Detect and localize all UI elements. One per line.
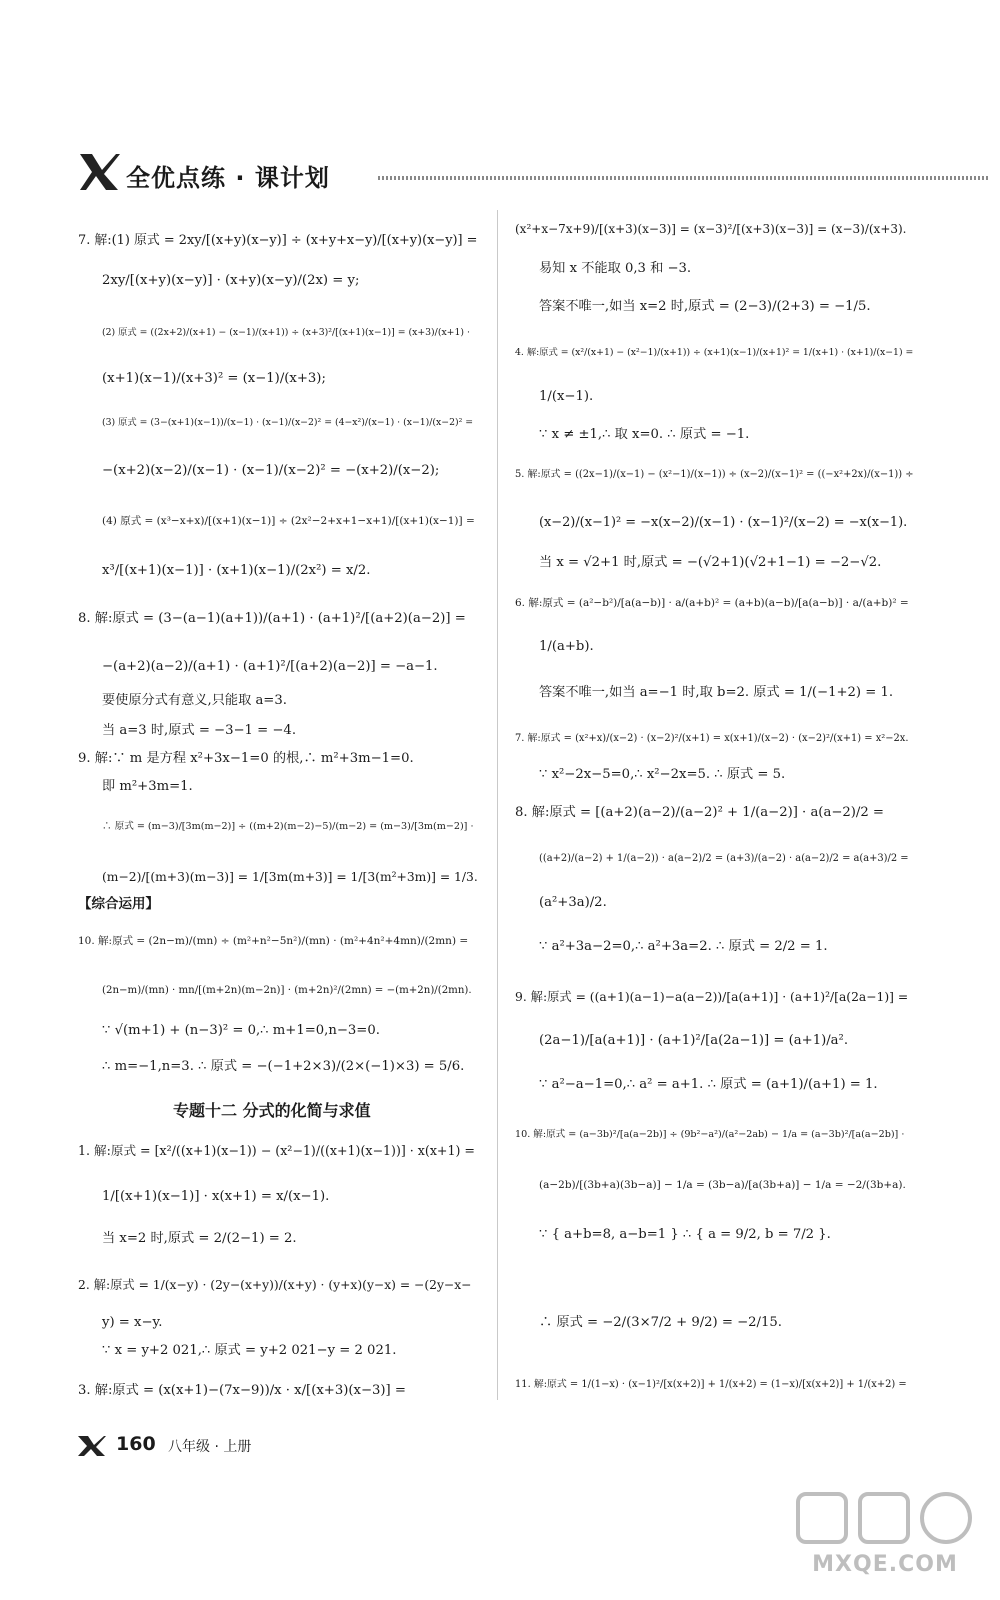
solution-line: (m−2)/[(m+3)(m−3)] = 1/[3m(m+3)] = 1/[3(m²+3m)] = 1/3.: [102, 870, 478, 884]
solution-line: 1/(x−1).: [539, 389, 594, 404]
solution-line: 当 a=3 时,原式 = −3−1 = −4.: [102, 723, 297, 738]
page-footer: [78, 1432, 478, 1460]
page-header: [78, 150, 990, 194]
watermark-logo-icon: [796, 1490, 976, 1548]
solution-line: 易知 x 不能取 0,3 和 −3.: [539, 261, 692, 276]
watermark: [790, 1490, 980, 1590]
solution-line: 7. 解:原式 = (x²+x)/(x−2) · (x−2)²/(x+1) = x(x+1)/(x−2) · (x−2)²/(x+1) = x²−2x.: [515, 733, 909, 744]
column-divider: [497, 210, 498, 1400]
solution-line: 6. 解:原式 = (a²−b²)/[a(a−b)] · a/(a+b)² = (a+b)(a−b)/[a(a−b)] · a/(a+b)² =: [515, 597, 909, 609]
solution-line: ∵ x ≠ ±1,∴ 取 x=0. ∴ 原式 = −1.: [539, 427, 750, 442]
footer-logo-icon: [78, 1434, 106, 1456]
page-number: 160: [116, 1433, 156, 1455]
solution-line: 答案不唯一,如当 a=−1 时,取 b=2. 原式 = 1/(−1+2) = 1.: [539, 685, 894, 700]
section-title: 专题十二 分式的化简与求值: [173, 1101, 371, 1120]
footer-grade: 八年级 · 上册: [168, 1439, 252, 1455]
solution-line: (x²+x−7x+9)/[(x+3)(x−3)] = (x−3)²/[(x+3)(x−3)] = (x−3)/(x+3).: [515, 222, 907, 236]
solution-line: (3) 原式 = (3−(x+1)(x−1))/(x−1) · (x−1)/(x−2)² = (4−x²)/(x−1) · (x−1)/(x−2)² =: [102, 417, 474, 428]
solution-line: 即 m²+3m=1.: [102, 779, 193, 794]
solution-line: 11. 解:原式 = 1/(1−x) · (x−1)²/[x(x+2)] + 1/(x+2) = (1−x)/[x(x+2)] + 1/(x+2) =: [515, 1379, 907, 1390]
solution-line: ∵ a²−a−1=0,∴ a² = a+1. ∴ 原式 = (a+1)/(a+1) = 1.: [539, 1077, 878, 1092]
solution-line: 4. 解:原式 = (x²/(x+1) − (x²−1)/(x+1)) ÷ (x+1)(x−1)/(x+1)² = 1/(x+1) · (x+1)/(x−1) =: [515, 347, 914, 358]
solution-line: 要使原分式有意义,只能取 a=3.: [102, 693, 287, 708]
solution-line: 8. 解:原式 = [(a+2)(a−2)/(a−2)² + 1/(a−2)] · a(a−2)/2 =: [515, 805, 884, 820]
solution-line: 9. 解:原式 = ((a+1)(a−1)−a(a−2))/[a(a+1)] · (a+1)²/[a(2a−1)] =: [515, 990, 909, 1004]
solution-line: ∵ { a+b=8, a−b=1 } ∴ { a = 9/2, b = 7/2 }.: [539, 1227, 831, 1242]
solution-line: ∵ x = y+2 021,∴ 原式 = y+2 021−y = 2 021.: [102, 1343, 397, 1358]
solution-line: 2xy/[(x+y)(x−y)] · (x+y)(x−y)/(2x) = y;: [102, 273, 360, 288]
solution-line: (4) 原式 = (x³−x+x)/[(x+1)(x−1)] ÷ (2x²−2+x+1−x+1)/[(x+1)(x−1)] =: [102, 515, 475, 527]
solution-line: 1/(a+b).: [539, 639, 594, 654]
solution-line: 当 x = √2+1 时,原式 = −(√2+1)(√2+1−1) = −2−√2.: [539, 555, 882, 570]
solution-line: x³/[(x+1)(x−1)] · (x+1)(x−1)/(2x²) = x/2.: [102, 563, 371, 578]
solution-line: 2. 解:原式 = 1/(x−y) · (2y−(x+y))/(x+y) · (y+x)(y−x) = −(2y−x−: [78, 1278, 472, 1292]
solution-line: (2a−1)/[a(a+1)] · (a+1)²/[a(2a−1)] = (a+1)/a².: [539, 1033, 849, 1048]
solution-line: (x+1)(x−1)/(x+3)² = (x−1)/(x+3);: [102, 371, 326, 386]
solution-line: ((a+2)/(a−2) + 1/(a−2)) · a(a−2)/2 = (a+3)/(a−2) · a(a−2)/2 = a(a+3)/2 =: [539, 853, 909, 864]
solution-line: (2) 原式 = ((2x+2)/(x+1) − (x−1)/(x+1)) ÷ (x+3)²/[(x+1)(x−1)] = (x+3)/(x+1) ·: [102, 327, 470, 338]
solution-line: (a−2b)/[(3b+a)(3b−a)] − 1/a = (3b−a)/[a(3b+a)] − 1/a = −2/(3b+a).: [539, 1179, 906, 1191]
solution-line: 答案不唯一,如当 x=2 时,原式 = (2−3)/(2+3) = −1/5.: [539, 299, 871, 314]
solution-line: 1. 解:原式 = [x²/((x+1)(x−1)) − (x²−1)/((x+1)(x−1))] · x(x+1) =: [78, 1143, 475, 1158]
book-logo-icon: [78, 150, 120, 192]
solution-line: 10. 解:原式 = (2n−m)/(mn) ÷ (m²+n²−5n²)/(mn) · (m²+4n²+4mn)/(2mn) =: [78, 935, 469, 947]
solution-line: 当 x=2 时,原式 = 2/(2−1) = 2.: [102, 1231, 297, 1246]
solution-line: 1/[(x+1)(x−1)] · x(x+1) = x/(x−1).: [102, 1189, 330, 1204]
solution-line: ∵ √(m+1) + (n−3)² = 0,∴ m+1=0,n−3=0.: [102, 1023, 380, 1038]
section-tag: 【综合运用】: [78, 896, 159, 912]
solution-line: −(x+2)(x−2)/(x−1) · (x−1)/(x−2)² = −(x+2)/(x−2);: [102, 463, 440, 478]
solution-line: 3. 解:原式 = (x(x+1)−(7x−9))/x · x/[(x+3)(x−3)] =: [78, 1383, 406, 1398]
solution-line: ∴ m=−1,n=3. ∴ 原式 = −(−1+2×3)/(2×(−1)×3) = 5/6.: [102, 1059, 465, 1074]
solution-line: ∵ a²+3a−2=0,∴ a²+3a=2. ∴ 原式 = 2/2 = 1.: [539, 939, 828, 954]
header-title: 全优点练 · 课计划: [126, 164, 330, 192]
watermark-text: MXQE.COM: [812, 1552, 958, 1577]
solution-line: 10. 解:原式 = (a−3b)²/[a(a−2b)] ÷ (9b²−a²)/(a²−2ab) − 1/a = (a−3b)²/[a(a−2b)] ·: [515, 1129, 905, 1140]
solution-line: −(a+2)(a−2)/(a+1) · (a+1)²/[(a+2)(a−2)] = −a−1.: [102, 659, 438, 674]
solution-line: y) = x−y.: [102, 1315, 163, 1330]
solution-line: ∴ 原式 = −2/(3×7/2 + 9/2) = −2/15.: [539, 1315, 782, 1330]
header-rule: [378, 176, 990, 180]
solution-line: ∵ x²−2x−5=0,∴ x²−2x=5. ∴ 原式 = 5.: [539, 767, 786, 782]
solution-line: 9. 解:∵ m 是方程 x²+3x−1=0 的根,∴ m²+3m−1=0.: [78, 751, 414, 766]
solution-line: (2n−m)/(mn) · mn/[(m+2n)(m−2n)] · (m+2n)²/(2mn) = −(m+2n)/(2mn).: [102, 985, 472, 996]
solution-line: (a²+3a)/2.: [539, 895, 607, 910]
solution-line: 8. 解:原式 = (3−(a−1)(a+1))/(a+1) · (a+1)²/[(a+2)(a−2)] =: [78, 611, 466, 626]
solution-line: 5. 解:原式 = ((2x−1)/(x−1) − (x²−1)/(x−1)) ÷ (x−2)/(x−1)² = ((−x²+2x)/(x−1)) ÷: [515, 469, 914, 480]
solution-line: (x−2)/(x−1)² = −x(x−2)/(x−1) · (x−1)²/(x−2) = −x(x−1).: [539, 515, 908, 530]
solution-line: ∴ 原式 = (m−3)/[3m(m−2)] ÷ ((m+2)(m−2)−5)/(m−2) = (m−3)/[3m(m−2)] ·: [102, 821, 474, 832]
solution-line: 7. 解:(1) 原式 = 2xy/[(x+y)(x−y)] ÷ (x+y+x−y)/[(x+y)(x−y)] =: [78, 233, 478, 248]
